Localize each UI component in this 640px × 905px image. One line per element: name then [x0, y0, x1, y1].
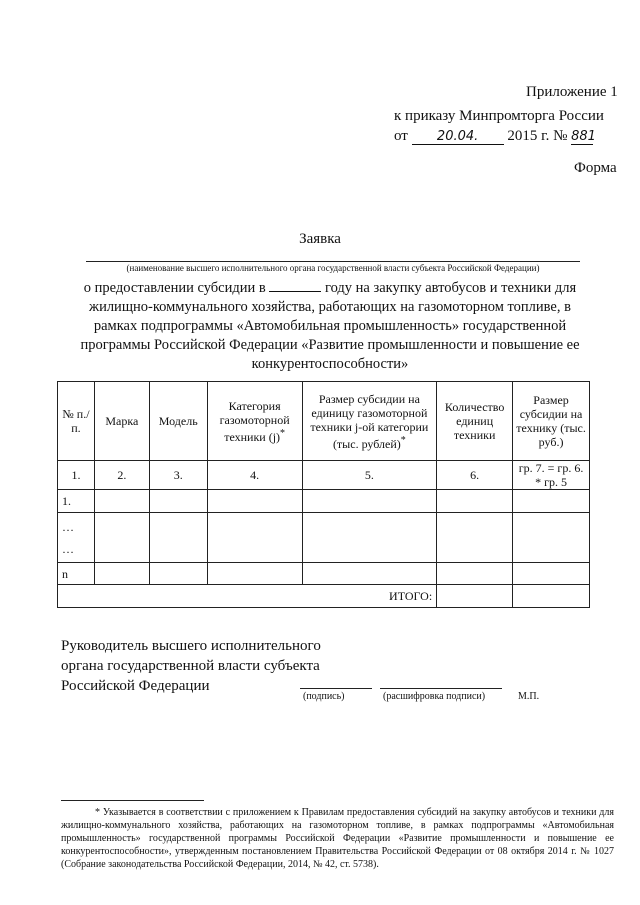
order-date-line	[394, 128, 596, 145]
handwritten-date: 20.04.	[412, 129, 504, 145]
purpose-part2: году на закупку автобусов и техники для жилищно-коммунального хозяйства, работающих на газомоторном топливе, в рамках подпрограммы «Автомобильная промышленность» государственной программы Российской Федерации «Развитие промышленности и повышение ее конкурентоспособности»	[80, 280, 580, 372]
row-number: n	[58, 563, 95, 585]
signatory-position: Руководитель высшего исполнительного органа государственной власти субъекта Российской Федерации	[61, 638, 321, 694]
header-unit-subsidy: Размер субсидии на единицу газомоторной техники j-ой категории (тыс. рублей)*	[302, 382, 437, 461]
column-number: 4.	[207, 461, 302, 490]
column-number: 5.	[302, 461, 437, 490]
header-total-subsidy: Размер субсидии на технику (тыс. руб.)	[513, 382, 590, 461]
document-title: Заявка	[299, 231, 341, 247]
decipher-caption: (расшифровка подписи)	[383, 691, 486, 702]
year-blank	[269, 279, 321, 292]
footnote-mark: *	[400, 434, 406, 446]
table-number-row	[58, 461, 590, 490]
footnote-text: * Указывается в соответствии с приложением к Правилам предоставления субсидий на закупку автобусов и техники для жилищно-коммунального хозяйства, работающих на газомоторном топливе, в рамках подпрограммы «Автомобильная промышленность» государственной программы Российской Федерации «Развитие промышленности и повышение ее конкурентоспособности», утвержденным постановлением Правительства Российской Федерации от 08 октября 2014 г. № 1027 (Собрание законодательства Российской Федерации, 2014, № 42, ст. 5738).	[61, 807, 614, 870]
application-purpose	[70, 279, 590, 374]
total-label: ИТОГО:	[58, 585, 437, 608]
column-number: 2.	[94, 461, 149, 490]
subsidy-table	[57, 381, 590, 608]
stamp-label: М.П.	[518, 691, 540, 702]
footnote-mark: *	[280, 427, 286, 439]
table-total-row	[58, 585, 590, 608]
annex-label: Приложение 1	[526, 84, 618, 100]
header-quantity: Количество единиц техники	[437, 382, 513, 461]
signature-line	[300, 688, 372, 689]
table-header-row	[58, 382, 590, 461]
header-number: № п./п.	[58, 382, 95, 461]
form-label: Форма	[574, 160, 617, 176]
header-brand: Марка	[94, 382, 149, 461]
column-number: 1.	[58, 461, 95, 490]
date-year: 2015 г. №	[507, 128, 568, 144]
column-number: 6.	[437, 461, 513, 490]
column-number: 3.	[149, 461, 207, 490]
table-row	[58, 513, 590, 563]
column-formula: гр. 7. = гр. 6. * гр. 5	[513, 461, 590, 490]
org-name-line	[86, 261, 580, 262]
header-category: Категория газомоторной техники (j)*	[207, 382, 302, 461]
decipher-line	[380, 688, 502, 689]
header-model: Модель	[149, 382, 207, 461]
row-number: 1.	[58, 490, 95, 513]
table-row	[58, 563, 590, 585]
footnote-divider	[61, 800, 204, 801]
date-prefix: от	[394, 128, 408, 144]
table-row	[58, 490, 590, 513]
row-number: … …	[58, 513, 95, 563]
handwritten-number: 881	[571, 129, 596, 144]
org-name-caption: (наименование высшего исполнительного органа государственной власти субъекта Российской Федерации)	[126, 263, 540, 273]
order-line: к приказу Минпромторга России	[394, 108, 604, 124]
signature-caption: (подпись)	[303, 691, 345, 702]
purpose-part1: о предоставлении субсидии в	[83, 280, 266, 296]
